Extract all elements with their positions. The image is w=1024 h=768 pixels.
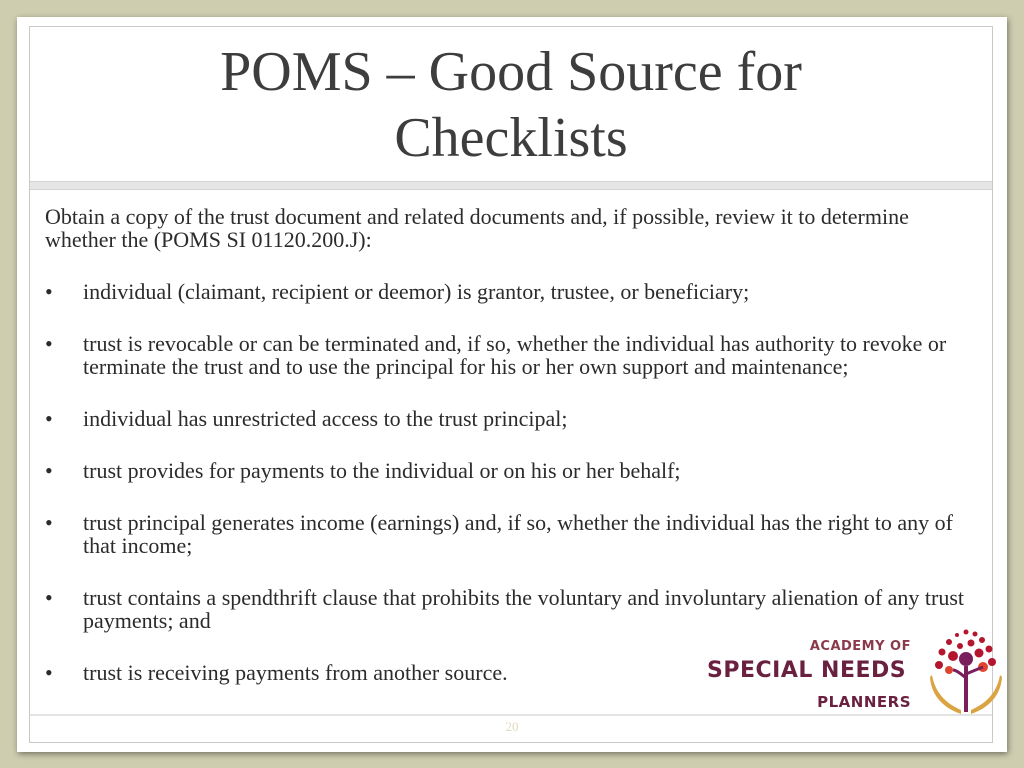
bullet-icon: • bbox=[45, 406, 53, 431]
bullet-icon: • bbox=[45, 510, 53, 535]
slide-frame bbox=[17, 17, 1007, 752]
logo-line-special-needs: SPECIAL NEEDS bbox=[707, 658, 907, 683]
page-number: 20 bbox=[505, 719, 519, 734]
title-area bbox=[30, 27, 992, 182]
logo-line-academy: ACADEMY OF bbox=[809, 639, 911, 654]
checklist-item bbox=[45, 332, 965, 378]
checklist-item-text: trust provides for payments to the individual or on his or her behalf; bbox=[83, 458, 681, 483]
slide-title: POMS – Good Source for Checklists bbox=[220, 40, 802, 169]
bullet-icon: • bbox=[45, 660, 53, 685]
checklist-item bbox=[45, 459, 965, 482]
checklist-item-text: individual has unrestricted access to the trust principal; bbox=[83, 406, 568, 431]
title-divider bbox=[30, 181, 992, 190]
bullet-icon: • bbox=[45, 279, 53, 304]
checklist-item-text: trust principal generates income (earnings) and, if so, whether the individual has the right to any of that income; bbox=[83, 510, 953, 558]
checklist-item-text: trust contains a spendthrift clause that prohibits the voluntary and involuntary alienation of any trust payments; and bbox=[83, 585, 965, 633]
checklist-item bbox=[45, 511, 965, 557]
logo-line-planners: PLANNERS bbox=[817, 693, 911, 711]
bullet-icon: • bbox=[45, 331, 53, 356]
bullet-icon: • bbox=[45, 585, 53, 610]
intro-text: Obtain a copy of the trust document and related documents and, if possible, review it to determine whether the (POMS SI 01120.200.J): bbox=[45, 204, 909, 252]
checklist-item-text: trust is receiving payments from another source. bbox=[83, 660, 508, 685]
academy-logo bbox=[707, 622, 999, 717]
hands-tree-icon bbox=[929, 626, 1003, 716]
checklist-item bbox=[45, 407, 965, 430]
checklist-item bbox=[45, 280, 965, 303]
checklist-item-text: individual (claimant, recipient or deemor) is grantor, trustee, or beneficiary; bbox=[83, 279, 750, 304]
checklist-item-text: trust is revocable or can be terminated and, if so, whether the individual has authority to revoke or terminate the trust and to use the principal for his or her own support and maintenance; bbox=[83, 331, 947, 379]
bullet-icon: • bbox=[45, 458, 53, 483]
logo-wordmark bbox=[707, 622, 913, 717]
